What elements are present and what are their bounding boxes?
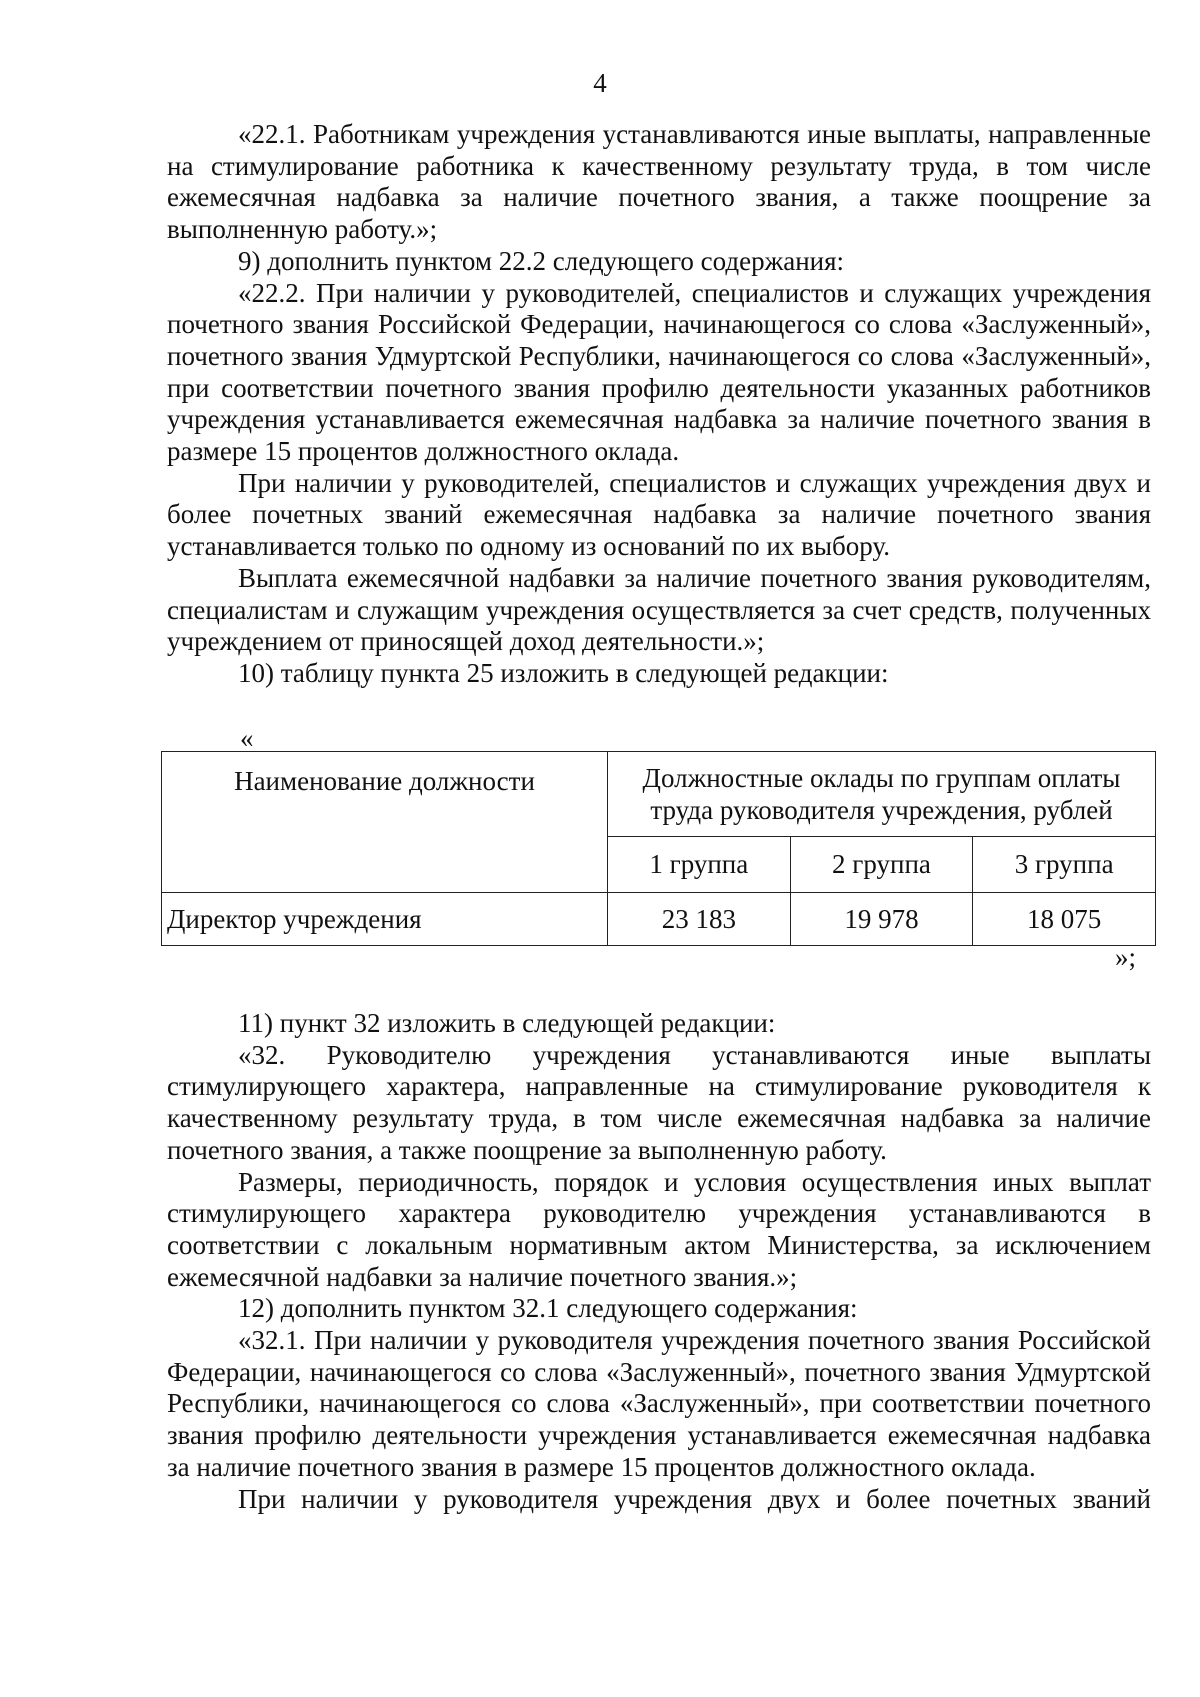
salary-table [161,751,1156,946]
paragraph-other-payments: Размеры, периодичность, порядок и условия осуществления иных выплат стимулирующего характера руководителю учреждения устанавливаются в соответствии с локальным нормативным актом Министерства, за исключением ежемесячной надбавки за наличие почетного звания.»; [167,1166,1151,1292]
row-salary-group-2: 19 978 [790,893,973,946]
header-salary-groups: Должностные оклады по группам оплаты труда руководителя учреждения, рублей [608,752,1156,837]
paragraph-22-1: «22.1. Работникам учреждения устанавливаются иные выплаты, направленные на стимулирование работника к качественному результату труда, в том числе ежемесячная надбавка за наличие почетного звания, а также поощрение за выполненную работу.»; [167,119,1151,245]
table-close-quote: »; [1115,942,1137,972]
row-salary-group-1: 23 183 [608,893,791,946]
table-open-quote: « [240,723,254,753]
page-number: 4 [593,68,607,98]
header-position-name: Наименование должности [162,752,608,893]
paragraph-item-9: 9) дополнить пунктом 22.2 следующего содержания: [238,245,845,276]
paragraph-item-10: 10) таблицу пункта 25 изложить в следующей редакции: [238,657,889,688]
row-salary-group-3: 18 075 [973,893,1156,946]
paragraph-32-1: «32.1. При наличии у руководителя учреждения почетного звания Российской Федерации, начинающегося со слова «Заслуженный», почетного звания Удмуртской Республики, начинающегося со слова «Заслуженный», при соответствии почетного звания профилю деятельности учреждения устанавливается ежемесячная надбавка за наличие почетного звания в размере 15 процентов должностного оклада. [167,1325,1151,1482]
paragraph-22-2: «22.2. При наличии у руководителей, специалистов и служащих учреждения почетного звания Российской Федерации, начинающегося со слова «Заслуженный», почетного звания Удмуртской Республики, начинающегося со слова «Заслуженный», при соответствии почетного звания профилю деятельности указанных работников учреждения устанавливается ежемесячная надбавка за наличие почетного звания в размере 15 процентов должностного оклада. [167,277,1151,467]
paragraph-item-11: 11) пункт 32 изложить в следующей редакции: [238,1008,776,1038]
header-group-1: 1 группа [608,837,791,893]
header-group-2: 2 группа [790,837,973,893]
paragraph-multiple-titles-director: При наличии у руководителя учреждения двух и более почетных званий [238,1483,1151,1514]
paragraph-item-12: 12) дополнить пунктом 32.1 следующего содержания: [238,1293,858,1324]
paragraph-payment-source: Выплата ежемесячной надбавки за наличие почетного звания руководителям, специалистам и служащим учреждения осуществляется за счет средств, полученных учреждением от приносящей доход деятельности.»; [167,562,1151,657]
paragraph-32: «32. Руководителю учреждения устанавливаются иные выплаты стимулирующего характера, направленные на стимулирование руководителя к качественному результату труда, в том числе ежемесячная надбавка за наличие почетного звания, а также поощрение за выполненную работу. [167,1039,1151,1165]
row-position-name: Директор учреждения [162,893,608,946]
table-row [162,893,1156,946]
paragraph-multiple-titles: При наличии у руководителей, специалистов и служащих учреждения двух и более почетных званий ежемесячная надбавка за наличие почетного звания устанавливается только по одному из оснований по их выбору. [167,467,1151,562]
table-header-row [162,752,1156,837]
text-block-top [167,119,1151,690]
text-block-bottom [167,1008,1151,1515]
header-group-3: 3 группа [973,837,1156,893]
